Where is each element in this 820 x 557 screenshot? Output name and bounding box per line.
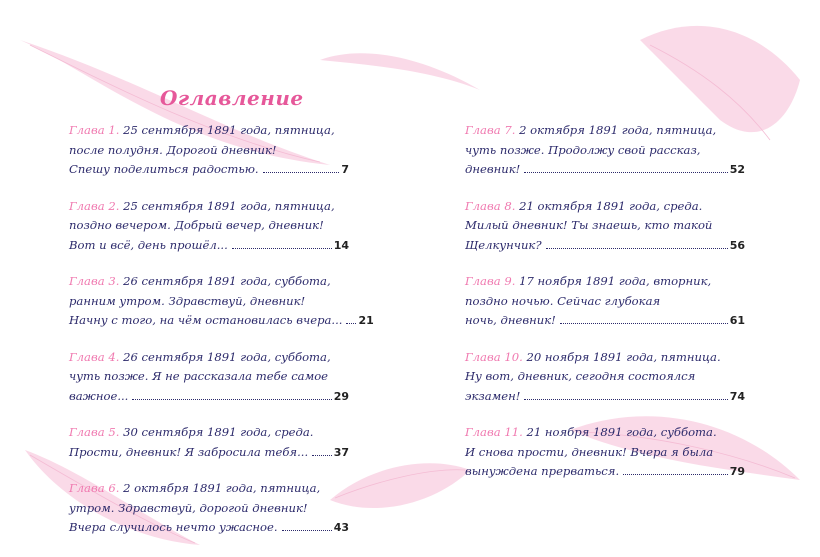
leader-dots (312, 455, 332, 456)
toc-line (69, 236, 349, 256)
feather-top-center-icon (320, 53, 480, 90)
toc-line (69, 160, 349, 180)
toc-line (465, 443, 745, 463)
leader-dots (263, 172, 340, 173)
page-number: 14 (333, 238, 349, 252)
chapter-title-text: Милый дневник! Ты знаешь, кто такой (465, 218, 713, 232)
toc-line (465, 272, 745, 292)
page-number: 56 (729, 238, 745, 252)
toc-line (69, 272, 349, 292)
chapter-title-text: дневник! (465, 162, 521, 176)
chapter-title-text: 2 октября 1891 года, пятница, (123, 481, 321, 495)
toc-entry[interactable] (69, 423, 349, 462)
toc-entry[interactable] (465, 121, 745, 180)
toc-line (465, 121, 745, 141)
chapter-title-text: 30 сентября 1891 года, среда. (123, 425, 314, 439)
chapter-title-text: 25 сентября 1891 года, пятница, (123, 123, 335, 137)
toc-entry[interactable] (465, 423, 745, 482)
toc-line (465, 236, 745, 256)
chapter-title-text: 2 октября 1891 года, пятница, (519, 123, 717, 137)
toc-entry[interactable] (69, 121, 349, 180)
chapter-number: Глава 2. (69, 198, 120, 213)
chapter-number: Глава 8. (465, 198, 516, 213)
chapter-title-text: 25 сентября 1891 года, пятница, (123, 198, 335, 213)
page-number: 21 (358, 314, 374, 327)
chapter-number: Глава 5. (69, 425, 120, 439)
toc-line (465, 160, 745, 180)
page-number: 52 (729, 163, 745, 176)
toc-title: Оглавление (160, 86, 304, 110)
chapter-title-text: поздно вечером. Добрый вечер, дневник! (69, 218, 324, 232)
chapter-title-text: важное... (69, 388, 129, 403)
chapter-title-text: ранним утром. Здравствуй, дневник! (69, 293, 306, 308)
toc-line (465, 462, 745, 482)
toc-line (465, 387, 745, 407)
chapter-title-text: 21 ноября 1891 года, суббота. (526, 425, 717, 439)
leader-dots (524, 172, 727, 173)
leader-dots (560, 323, 728, 324)
chapter-title-text: Прости, дневник! Я забросила тебя... (69, 444, 309, 459)
leader-dots (524, 399, 727, 400)
toc-line (465, 348, 745, 368)
chapter-title-text: Ну вот, дневник, сегодня состоялся (465, 369, 696, 383)
toc-line (69, 141, 349, 161)
toc-line (69, 518, 349, 538)
toc-line (69, 311, 374, 331)
chapter-number: Глава 1. (69, 123, 120, 137)
chapter-number: Глава 4. (69, 349, 120, 364)
page-number: 29 (333, 389, 349, 403)
toc-line (465, 197, 745, 217)
toc-entry[interactable] (465, 197, 745, 256)
toc-line (465, 311, 745, 331)
chapter-title-text: 21 октября 1891 года, среда. (519, 198, 703, 213)
chapter-title-text: И снова прости, дневник! Вчера я была (465, 444, 714, 459)
page-number: 7 (341, 163, 349, 176)
chapter-title-text: Спешу поделиться радостью. (69, 162, 259, 176)
chapter-number: Глава 3. (69, 274, 120, 288)
chapter-title-text: Вчера случилось нечто ужасное. (69, 520, 278, 534)
chapter-number: Глава 7. (465, 123, 516, 137)
page-number: 61 (729, 314, 745, 327)
chapter-title-text: 20 ноября 1891 года, пятница. (526, 349, 721, 364)
leader-dots (132, 399, 331, 400)
toc-right-column (465, 121, 745, 499)
toc-line (465, 423, 745, 443)
leader-dots (232, 248, 332, 249)
chapter-number: Глава 9. (465, 274, 516, 288)
chapter-title-text: чуть позже. Продолжу свой рассказ, (465, 142, 701, 157)
page-number: 37 (333, 445, 349, 459)
chapter-title-text: вынуждена прерваться. (465, 464, 620, 478)
chapter-title-text: 26 сентября 1891 года, суббота, (123, 274, 331, 288)
chapter-title-text: после полудня. Дорогой дневник! (69, 142, 277, 157)
chapter-title-text: 26 сентября 1891 года, суббота, (123, 349, 331, 364)
toc-entry[interactable] (69, 348, 349, 407)
toc-line (69, 499, 349, 519)
toc-line (69, 197, 349, 217)
toc-line (69, 443, 349, 463)
toc-entry[interactable] (69, 272, 374, 331)
chapter-title-text: экзамен! (465, 388, 521, 403)
leader-dots (282, 530, 332, 531)
toc-line (69, 216, 349, 236)
chapter-title-text: Вот и всё, день прошёл... (69, 237, 228, 252)
chapter-title-text: Начну с того, на чём остановилась вчера... (69, 313, 343, 327)
toc-entry[interactable] (465, 272, 745, 331)
toc-line (69, 387, 349, 407)
leader-dots (623, 474, 728, 475)
toc-entry[interactable] (69, 197, 349, 256)
toc-line (465, 367, 745, 387)
page-number: 43 (333, 521, 349, 534)
chapter-title-text: поздно ночью. Сейчас глубокая (465, 293, 661, 308)
toc-line (465, 141, 745, 161)
toc-entry[interactable] (465, 348, 745, 407)
feather-top-right-icon (640, 26, 800, 132)
toc-line (69, 423, 349, 443)
toc-line (69, 348, 349, 368)
page-number: 74 (729, 389, 745, 403)
toc-line (465, 216, 745, 236)
chapter-number: Глава 6. (69, 481, 120, 495)
chapter-title-text: 17 ноября 1891 года, вторник, (519, 274, 712, 288)
toc-line (465, 292, 745, 312)
chapter-title-text: ночь, дневник! (465, 313, 556, 327)
chapter-title-text: чуть позже. Я не рассказала тебе самое (69, 369, 329, 383)
chapter-title-text: утром. Здравствуй, дорогой дневник! (69, 500, 308, 515)
toc-line (69, 367, 349, 387)
toc-line (69, 121, 349, 141)
chapter-number: Глава 11. (465, 425, 523, 439)
chapter-title-text: Щелкунчик? (465, 237, 542, 252)
chapter-number: Глава 10. (465, 349, 523, 364)
toc-line (69, 479, 349, 499)
toc-entry[interactable] (69, 479, 349, 538)
leader-dots (346, 323, 356, 324)
leader-dots (546, 248, 728, 249)
toc-left-column (69, 121, 374, 555)
page-number: 79 (729, 465, 745, 478)
toc-line (69, 292, 349, 312)
